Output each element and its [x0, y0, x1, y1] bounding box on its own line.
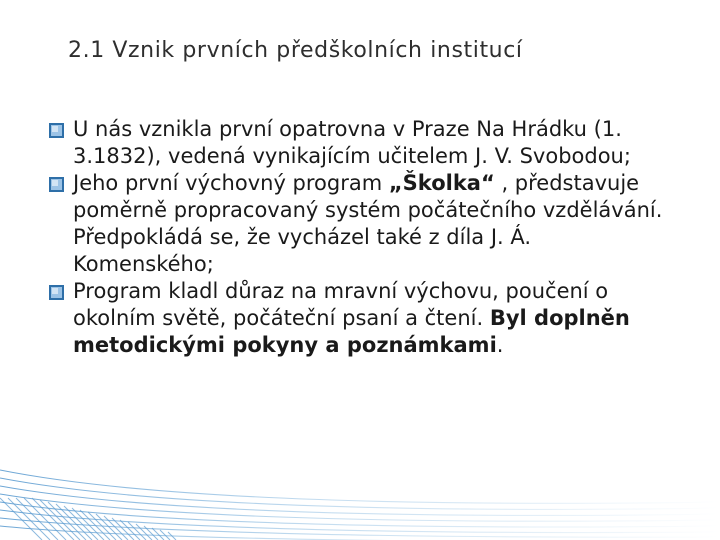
- bullet-text: Jeho první výchovný program: [73, 171, 389, 195]
- bullet-text: , představuje poměrně propracovaný systém počátečního vzdělávání. Předpokládá se, že vycházel také z díla J. Á. Komenského;: [73, 171, 663, 276]
- slide-title: 2.1 Vznik prvních předškolních institucí: [68, 38, 523, 63]
- bullet-emphasis: Byl doplněn metodickými pokyny a poznámkami: [73, 306, 630, 357]
- checkbox-square-icon: [49, 285, 64, 300]
- list-item: [49, 170, 669, 278]
- bullet-text: Program kladl důraz na mravní výchovu, poučení o okolním světě, počáteční psaní a čtení.: [73, 279, 609, 330]
- checkbox-square-icon: [49, 123, 64, 138]
- bullet-list: [49, 116, 669, 359]
- checkbox-square-icon: [49, 177, 64, 192]
- diagonal-stripes-decoration: [0, 440, 720, 540]
- bullet-emphasis: „Školka“: [388, 171, 495, 195]
- bullet-text: U nás vznikla první opatrovna v Praze Na Hrádku (1. 3.1832), vedená vynikajícím učitelem J. V. Svobodou;: [73, 117, 631, 168]
- list-item: [49, 116, 669, 170]
- bullet-text: .: [496, 333, 504, 357]
- list-item: [49, 278, 669, 359]
